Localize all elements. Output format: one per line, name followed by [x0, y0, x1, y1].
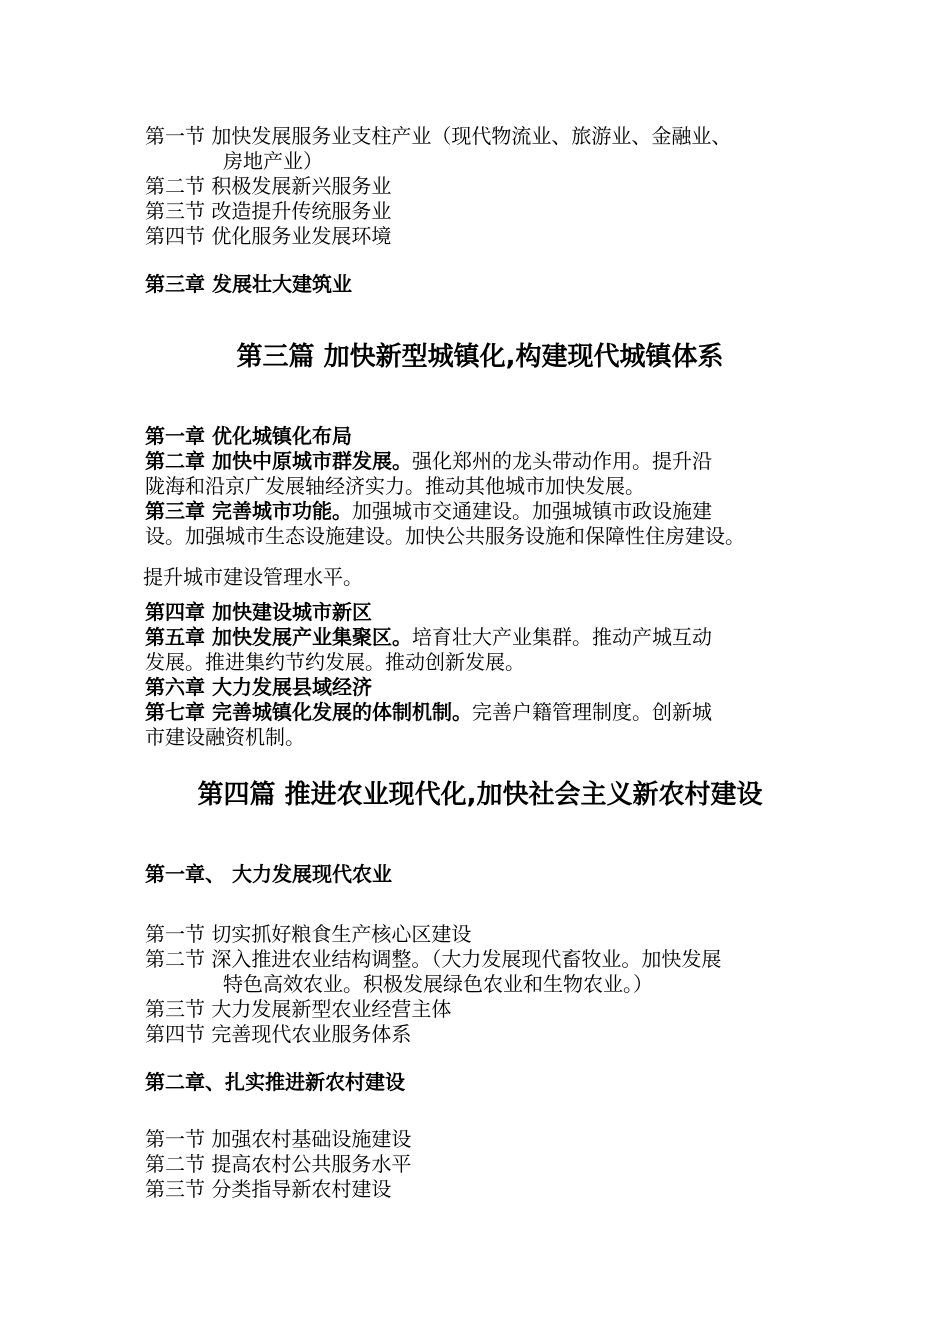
section-heading: 第一节 加快发展服务业支柱产业（现代物流业、旅游业、金融业、 [145, 124, 732, 148]
section-heading: 第四节 优化服务业发展环境 [145, 224, 392, 248]
section-heading-continuation: 房地产业） [223, 149, 323, 173]
section-heading-continuation: 特色高效农业。积极发展绿色农业和生物农业。） [223, 972, 653, 996]
section-heading: 第二节 深入推进农业结构调整。（大力发展现代畜牧业。加快发展 [145, 947, 722, 971]
chapter-heading: 第三章 发展壮大建筑业 [145, 272, 352, 296]
chapter-heading: 第二章、扎实推进新农村建设 [145, 1070, 405, 1094]
chapter-heading: 第三章 完善城市功能。 [145, 499, 352, 523]
chapter-text: 市建设融资机制。 [145, 725, 305, 749]
section-heading: 第二节 积极发展新兴服务业 [145, 174, 392, 198]
section-heading: 第三节 分类指导新农村建设 [145, 1177, 392, 1201]
chapter-paragraph [145, 449, 712, 474]
chapter-heading: 第一章、 大力发展现代农业 [145, 862, 392, 886]
section-heading: 第三节 改造提升传统服务业 [145, 199, 392, 223]
chapter-text: 设。加强城市生态设施建设。加快公共服务设施和保障性住房建设。 [145, 524, 745, 548]
chapter-text: 陇海和沿京广发展轴经济实力。推动其他城市加快发展。 [145, 474, 645, 498]
chapter-paragraph [145, 625, 712, 650]
section-heading: 第三节 大力发展新型农业经营主体 [145, 997, 452, 1021]
chapter-text: 培育壮大产业集群。推动产城互动 [411, 625, 712, 649]
chapter-text: 强化郑州的龙头带动作用。提升沿 [411, 449, 712, 473]
section-heading: 第二节 提高农村公共服务水平 [145, 1152, 412, 1176]
section-heading: 第四节 完善现代农业服务体系 [145, 1022, 412, 1046]
section-heading: 第一节 加强农村基础设施建设 [145, 1127, 412, 1151]
chapter-text: 发展。推进集约节约发展。推动创新发展。 [145, 650, 525, 674]
chapter-paragraph [145, 499, 712, 524]
part-title: 第三篇 加快新型城镇化,构建现代城镇体系 [236, 342, 724, 372]
chapter-heading: 第七章 完善城镇化发展的体制机制。 [145, 700, 472, 724]
section-heading: 第一节 切实抓好粮食生产核心区建设 [145, 922, 472, 946]
chapter-text: 加强城市交通建设。加强城镇市政设施建 [351, 499, 712, 523]
part-title: 第四篇 推进农业现代化,加快社会主义新农村建设 [197, 780, 763, 810]
chapter-paragraph [145, 700, 712, 725]
chapter-text: 完善户籍管理制度。创新城 [471, 700, 712, 724]
chapter-heading: 第四章 加快建设城市新区 [145, 600, 372, 624]
chapter-heading: 第一章 优化城镇化布局 [145, 424, 352, 448]
chapter-text: 提升城市建设管理水平。 [143, 565, 363, 589]
chapter-heading: 第五章 加快发展产业集聚区。 [145, 625, 412, 649]
chapter-heading: 第六章 大力发展县域经济 [145, 675, 372, 699]
chapter-heading: 第二章 加快中原城市群发展。 [145, 449, 412, 473]
